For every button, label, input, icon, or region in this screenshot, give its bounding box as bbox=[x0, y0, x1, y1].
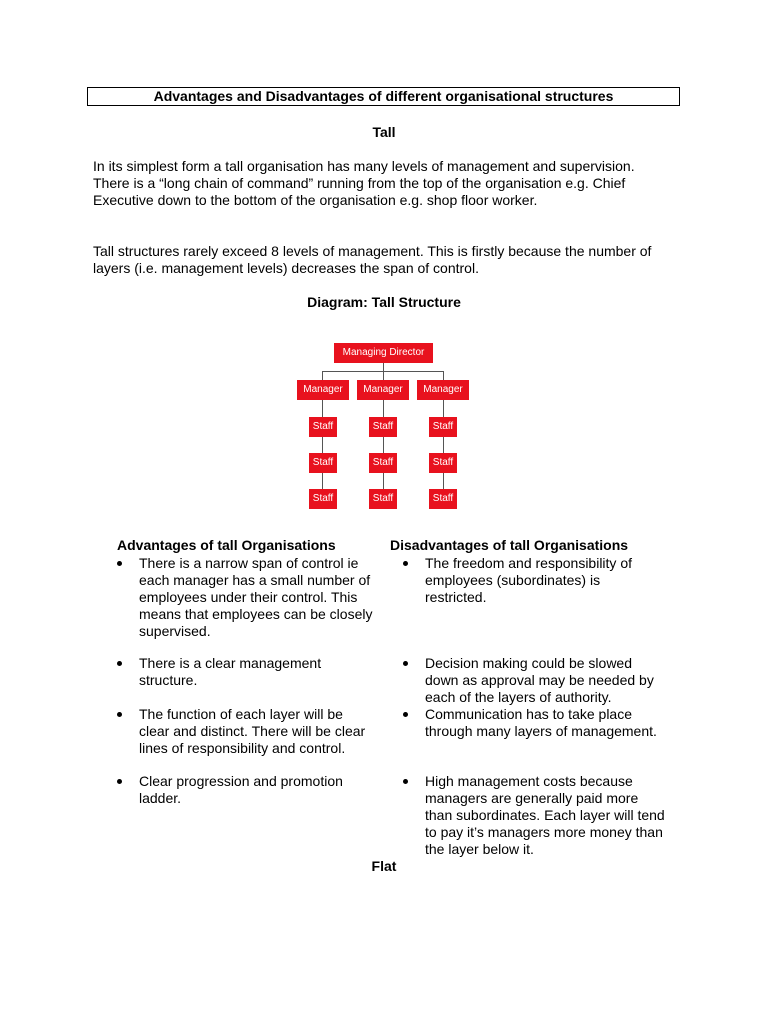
bullet-icon bbox=[403, 661, 408, 666]
node-staff: Staff bbox=[429, 417, 457, 437]
node-staff: Staff bbox=[369, 453, 397, 473]
connector-line bbox=[322, 437, 323, 453]
advantage-item: The function of each layer will be clear and distinct. There will be clear lines of responsibility and control. bbox=[139, 706, 366, 756]
node-manager: Manager bbox=[357, 380, 409, 400]
disadvantage-item: High management costs because managers are generally paid more than subordinates. Each layer will tend to pay it’s managers more money than the layer below it. bbox=[425, 773, 665, 857]
bullet-icon bbox=[403, 561, 408, 566]
bullet-icon bbox=[403, 712, 408, 717]
connector-line bbox=[322, 473, 323, 489]
advantages-heading: Advantages of tall Organisations bbox=[117, 537, 336, 553]
node-staff: Staff bbox=[369, 417, 397, 437]
bullet-icon bbox=[117, 779, 122, 784]
node-managing-director: Managing Director bbox=[334, 343, 433, 363]
node-manager: Manager bbox=[297, 380, 349, 400]
node-staff: Staff bbox=[429, 453, 457, 473]
connector-line bbox=[383, 371, 384, 380]
node-staff: Staff bbox=[369, 489, 397, 509]
section-heading-tall: Tall bbox=[372, 124, 396, 140]
disadvantage-item: Decision making could be slowed down as approval may be needed by each of the layers of authority. bbox=[425, 655, 654, 705]
disadvantages-heading: Disadvantages of tall Organisations bbox=[390, 537, 629, 553]
bullet-icon bbox=[117, 712, 122, 717]
connector-line bbox=[383, 400, 384, 417]
page-title: Advantages and Disadvantages of different organisational structures bbox=[87, 87, 680, 106]
disadvantage-item: Communication has to take place through many layers of management. bbox=[425, 706, 657, 739]
connector-line bbox=[443, 437, 444, 453]
connector-line bbox=[322, 371, 323, 380]
connector-line bbox=[443, 371, 444, 380]
connector-line bbox=[383, 363, 384, 371]
node-staff: Staff bbox=[309, 453, 337, 473]
connector-line bbox=[383, 437, 384, 453]
paragraph-tall-definition: In its simplest form a tall organisation has many levels of management and supervision. There is a “long chain of command” running from the top of the organisation e.g. Chief Executive down to the bottom of the organisation e.g. shop floor worker. bbox=[93, 158, 635, 208]
bullet-icon bbox=[403, 779, 408, 784]
bullet-icon bbox=[117, 661, 122, 666]
diagram-title: Diagram: Tall Structure bbox=[307, 294, 461, 310]
node-manager: Manager bbox=[417, 380, 469, 400]
connector-line bbox=[443, 400, 444, 417]
node-staff: Staff bbox=[429, 489, 457, 509]
advantage-item: There is a narrow span of control ie each manager has a small number of employees under their control. This means that employees can be closely supervised. bbox=[139, 555, 373, 639]
section-heading-flat: Flat bbox=[371, 858, 397, 874]
connector-line bbox=[383, 473, 384, 489]
advantage-item: There is a clear management structure. bbox=[139, 655, 322, 688]
paragraph-tall-levels: Tall structures rarely exceed 8 levels of management. This is firstly because the number of layers (i.e. management levels) decreases the span of control. bbox=[93, 243, 652, 276]
connector-line bbox=[443, 473, 444, 489]
node-staff: Staff bbox=[309, 489, 337, 509]
node-staff: Staff bbox=[309, 417, 337, 437]
advantage-item: Clear progression and promotion ladder. bbox=[139, 773, 343, 806]
disadvantage-item: The freedom and responsibility of employees (subordinates) is restricted. bbox=[425, 555, 632, 605]
connector-line bbox=[322, 400, 323, 417]
bullet-icon bbox=[117, 561, 122, 566]
